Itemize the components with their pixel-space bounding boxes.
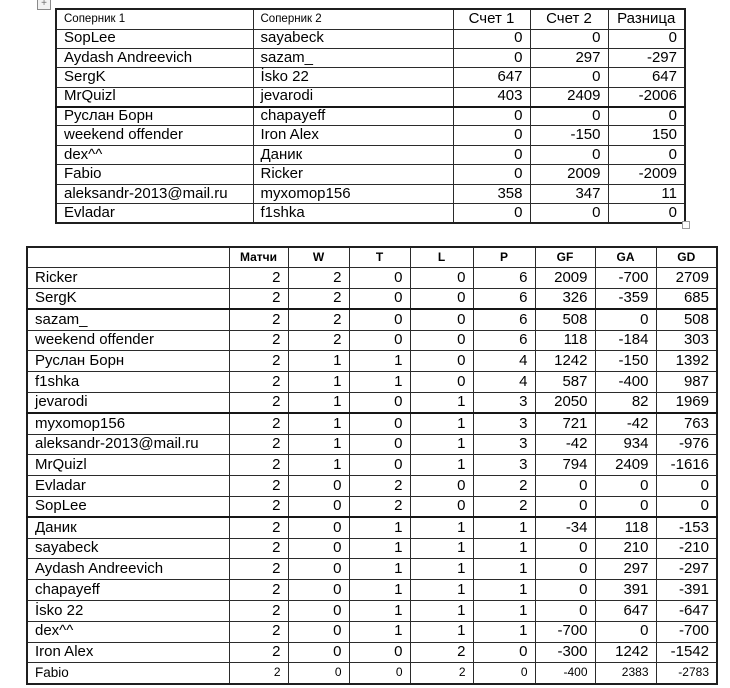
value-cell[interactable]: 1: [288, 413, 349, 434]
value-cell[interactable]: 0: [453, 204, 530, 223]
value-cell[interactable]: 1: [410, 517, 473, 538]
table-row: [27, 455, 717, 476]
value-cell[interactable]: 0: [349, 330, 410, 351]
value-cell[interactable]: -300: [535, 642, 595, 663]
value-cell[interactable]: 0: [349, 413, 410, 434]
value-cell[interactable]: 2: [229, 476, 288, 497]
value-cell[interactable]: 2: [473, 476, 535, 497]
value-cell[interactable]: 0: [410, 289, 473, 310]
value-cell[interactable]: 2: [473, 497, 535, 518]
value-cell[interactable]: 1: [349, 580, 410, 601]
value-cell[interactable]: 0: [349, 393, 410, 414]
player-name-cell[interactable]: Aydash Andreevich: [56, 48, 253, 67]
column-header-points[interactable]: P: [473, 247, 535, 268]
value-cell[interactable]: 2: [229, 455, 288, 476]
column-header-wins[interactable]: W: [288, 247, 349, 268]
player-name-cell[interactable]: dex^^: [56, 145, 253, 164]
player-name-cell[interactable]: SopLee: [56, 29, 253, 48]
value-cell[interactable]: 508: [535, 309, 595, 330]
value-cell[interactable]: -1542: [656, 642, 717, 663]
value-cell[interactable]: 0: [453, 126, 530, 145]
value-cell[interactable]: 3: [473, 393, 535, 414]
value-cell[interactable]: 1: [349, 538, 410, 559]
table-row: [27, 580, 717, 601]
table-row: [27, 289, 717, 310]
value-cell[interactable]: 0: [288, 538, 349, 559]
value-cell[interactable]: 1: [410, 434, 473, 455]
player-name-cell[interactable]: Ricker: [27, 268, 229, 289]
table-row: [56, 68, 685, 87]
value-cell[interactable]: 0: [410, 309, 473, 330]
table-row: [56, 29, 685, 48]
value-cell[interactable]: 2: [229, 517, 288, 538]
player-name-cell[interactable]: chapayeff: [27, 580, 229, 601]
value-cell[interactable]: 0: [595, 497, 656, 518]
value-cell[interactable]: 2: [229, 434, 288, 455]
table-row: [56, 204, 685, 223]
value-cell[interactable]: -2783: [656, 663, 717, 684]
table-row: [27, 351, 717, 372]
value-cell[interactable]: 2: [288, 289, 349, 310]
player-name-cell[interactable]: Aydash Andreevich: [27, 559, 229, 580]
value-cell[interactable]: 2409: [595, 455, 656, 476]
column-header-ties[interactable]: T: [349, 247, 410, 268]
value-cell[interactable]: 0: [608, 29, 685, 48]
value-cell[interactable]: 647: [595, 601, 656, 622]
value-cell[interactable]: 587: [535, 372, 595, 393]
header-row: [27, 247, 717, 268]
column-header-score1[interactable]: Счет 1: [453, 9, 530, 29]
table-row: [56, 145, 685, 164]
player-name-cell[interactable]: myxomop156: [253, 184, 453, 203]
table-row: [56, 184, 685, 203]
value-cell[interactable]: 1: [410, 413, 473, 434]
table-row: [27, 372, 717, 393]
value-cell[interactable]: 0: [453, 107, 530, 126]
table-row: [56, 107, 685, 126]
value-cell[interactable]: 2409: [530, 87, 608, 106]
value-cell[interactable]: 6: [473, 330, 535, 351]
value-cell[interactable]: 2: [229, 621, 288, 642]
value-cell[interactable]: 1242: [595, 642, 656, 663]
value-cell[interactable]: 647: [453, 68, 530, 87]
table-row: [56, 126, 685, 145]
player-name-cell[interactable]: myxomop156: [27, 413, 229, 434]
value-cell[interactable]: 0: [410, 268, 473, 289]
player-name-cell[interactable]: Evladar: [56, 204, 253, 223]
value-cell[interactable]: 0: [410, 330, 473, 351]
value-cell[interactable]: 2: [229, 497, 288, 518]
value-cell[interactable]: 1: [410, 601, 473, 622]
value-cell[interactable]: 150: [608, 126, 685, 145]
table-row: [27, 538, 717, 559]
column-header-difference[interactable]: Разница: [608, 9, 685, 29]
player-name-cell[interactable]: SergK: [56, 68, 253, 87]
value-cell[interactable]: -359: [595, 289, 656, 310]
value-cell[interactable]: -2009: [608, 165, 685, 184]
value-cell[interactable]: 0: [595, 476, 656, 497]
value-cell[interactable]: 210: [595, 538, 656, 559]
value-cell[interactable]: 1: [410, 559, 473, 580]
value-cell[interactable]: 685: [656, 289, 717, 310]
value-cell[interactable]: 1: [288, 455, 349, 476]
value-cell[interactable]: 118: [595, 517, 656, 538]
player-name-cell[interactable]: sazam_: [27, 309, 229, 330]
value-cell[interactable]: 2: [349, 476, 410, 497]
value-cell[interactable]: 0: [530, 29, 608, 48]
value-cell[interactable]: 0: [288, 642, 349, 663]
value-cell[interactable]: 1392: [656, 351, 717, 372]
column-header-score2[interactable]: Счет 2: [530, 9, 608, 29]
table-row: [56, 87, 685, 106]
value-cell[interactable]: 2: [229, 309, 288, 330]
player-name-cell[interactable]: aleksandr-2013@mail.ru: [56, 184, 253, 203]
player-name-cell[interactable]: Iron Alex: [253, 126, 453, 145]
table-move-handle-icon[interactable]: +: [37, 0, 51, 10]
player-name-cell[interactable]: aleksandr-2013@mail.ru: [27, 434, 229, 455]
value-cell[interactable]: 0: [349, 289, 410, 310]
value-cell[interactable]: 1: [349, 559, 410, 580]
value-cell[interactable]: -976: [656, 434, 717, 455]
value-cell[interactable]: 1: [473, 538, 535, 559]
value-cell[interactable]: 2: [229, 351, 288, 372]
player-name-cell[interactable]: MrQuizl: [27, 455, 229, 476]
player-name-cell[interactable]: jevarodi: [27, 393, 229, 414]
value-cell[interactable]: 297: [530, 48, 608, 67]
value-cell[interactable]: 0: [535, 601, 595, 622]
value-cell[interactable]: 794: [535, 455, 595, 476]
value-cell[interactable]: 0: [288, 476, 349, 497]
value-cell[interactable]: 3: [473, 455, 535, 476]
value-cell[interactable]: 0: [453, 29, 530, 48]
value-cell[interactable]: 0: [349, 642, 410, 663]
value-cell[interactable]: -297: [608, 48, 685, 67]
table-row: [27, 663, 717, 684]
table-row: [27, 559, 717, 580]
value-cell[interactable]: 0: [410, 476, 473, 497]
value-cell[interactable]: 1969: [656, 393, 717, 414]
value-cell[interactable]: 0: [288, 580, 349, 601]
value-cell[interactable]: 2: [229, 268, 288, 289]
player-name-cell[interactable]: sazam_: [253, 48, 453, 67]
table-row: [27, 434, 717, 455]
value-cell[interactable]: 2: [229, 663, 288, 684]
player-name-cell[interactable]: MrQuizl: [56, 87, 253, 106]
value-cell[interactable]: 1: [473, 559, 535, 580]
value-cell[interactable]: 0: [288, 559, 349, 580]
value-cell[interactable]: -184: [595, 330, 656, 351]
value-cell[interactable]: 358: [453, 184, 530, 203]
header-row: [56, 9, 685, 29]
value-cell[interactable]: 2: [349, 497, 410, 518]
value-cell[interactable]: 2: [229, 559, 288, 580]
value-cell[interactable]: -210: [656, 538, 717, 559]
player-name-cell[interactable]: f1shka: [27, 372, 229, 393]
table-resize-handle[interactable]: [682, 221, 690, 229]
value-cell[interactable]: 347: [530, 184, 608, 203]
value-cell[interactable]: 1: [410, 621, 473, 642]
player-name-cell[interactable]: Даник: [27, 517, 229, 538]
value-cell[interactable]: 0: [288, 517, 349, 538]
player-name-cell[interactable]: dex^^: [27, 621, 229, 642]
value-cell[interactable]: 2: [229, 538, 288, 559]
value-cell[interactable]: 2050: [535, 393, 595, 414]
player-name-cell[interactable]: sayabeck: [253, 29, 453, 48]
value-cell[interactable]: 2: [229, 289, 288, 310]
value-cell[interactable]: 6: [473, 268, 535, 289]
player-name-cell[interactable]: Evladar: [27, 476, 229, 497]
value-cell[interactable]: 0: [535, 476, 595, 497]
table-row: [27, 621, 717, 642]
table-row: [27, 268, 717, 289]
table-row: [56, 165, 685, 184]
value-cell[interactable]: -700: [595, 268, 656, 289]
value-cell[interactable]: 2: [229, 601, 288, 622]
player-name-cell[interactable]: sayabeck: [27, 538, 229, 559]
value-cell[interactable]: 2: [229, 413, 288, 434]
value-cell[interactable]: 0: [410, 372, 473, 393]
value-cell[interactable]: 2: [288, 268, 349, 289]
value-cell[interactable]: 2: [229, 330, 288, 351]
value-cell[interactable]: 1: [410, 538, 473, 559]
value-cell[interactable]: 1: [473, 601, 535, 622]
value-cell[interactable]: -153: [656, 517, 717, 538]
value-cell[interactable]: 0: [608, 204, 685, 223]
value-cell[interactable]: 0: [349, 455, 410, 476]
value-cell[interactable]: -700: [535, 621, 595, 642]
player-name-cell[interactable]: İsko 22: [27, 601, 229, 622]
value-cell[interactable]: 1: [349, 372, 410, 393]
value-cell[interactable]: 0: [410, 497, 473, 518]
value-cell[interactable]: 763: [656, 413, 717, 434]
value-cell[interactable]: 0: [349, 309, 410, 330]
table-row: [27, 517, 717, 538]
value-cell[interactable]: -400: [595, 372, 656, 393]
column-header-gf[interactable]: GF: [535, 247, 595, 268]
standings-table: [26, 246, 718, 685]
value-cell[interactable]: 2: [229, 642, 288, 663]
match-results-table: [55, 8, 686, 224]
value-cell[interactable]: -391: [656, 580, 717, 601]
table-row: [27, 642, 717, 663]
value-cell[interactable]: 0: [608, 107, 685, 126]
value-cell[interactable]: 0: [535, 538, 595, 559]
value-cell[interactable]: 4: [473, 351, 535, 372]
column-header-ga[interactable]: GA: [595, 247, 656, 268]
value-cell[interactable]: 4: [473, 372, 535, 393]
value-cell[interactable]: 0: [535, 497, 595, 518]
value-cell[interactable]: 2383: [595, 663, 656, 684]
value-cell[interactable]: 2009: [530, 165, 608, 184]
table-row: [27, 309, 717, 330]
value-cell[interactable]: -150: [530, 126, 608, 145]
value-cell[interactable]: 1: [410, 393, 473, 414]
value-cell[interactable]: -400: [535, 663, 595, 684]
value-cell[interactable]: -34: [535, 517, 595, 538]
table-row: [27, 601, 717, 622]
value-cell[interactable]: 2: [410, 642, 473, 663]
value-cell[interactable]: 0: [288, 497, 349, 518]
value-cell[interactable]: 1: [349, 351, 410, 372]
value-cell[interactable]: -700: [656, 621, 717, 642]
value-cell[interactable]: 1: [410, 455, 473, 476]
player-name-cell[interactable]: Iron Alex: [27, 642, 229, 663]
column-header-opponent1[interactable]: Соперник 1: [56, 9, 253, 29]
player-name-cell[interactable]: Fabio: [56, 165, 253, 184]
value-cell[interactable]: 0: [608, 145, 685, 164]
player-name-cell[interactable]: Даник: [253, 145, 453, 164]
value-cell[interactable]: 0: [349, 268, 410, 289]
column-header-matches[interactable]: Матчи: [229, 247, 288, 268]
value-cell[interactable]: 0: [535, 559, 595, 580]
player-name-cell[interactable]: Fabio: [27, 663, 229, 684]
column-header-opponent2[interactable]: Соперник 2: [253, 9, 453, 29]
value-cell[interactable]: 508: [656, 309, 717, 330]
value-cell[interactable]: -297: [656, 559, 717, 580]
player-name-cell[interactable]: f1shka: [253, 204, 453, 223]
value-cell[interactable]: 0: [656, 497, 717, 518]
column-header-player[interactable]: [27, 247, 229, 268]
value-cell[interactable]: 2709: [656, 268, 717, 289]
value-cell[interactable]: 0: [595, 621, 656, 642]
value-cell[interactable]: 0: [453, 145, 530, 164]
column-header-losses[interactable]: L: [410, 247, 473, 268]
value-cell[interactable]: 1: [473, 621, 535, 642]
value-cell[interactable]: 2: [410, 663, 473, 684]
player-name-cell[interactable]: Руслан Борн: [56, 107, 253, 126]
value-cell[interactable]: 6: [473, 289, 535, 310]
player-name-cell[interactable]: Ricker: [253, 165, 453, 184]
value-cell[interactable]: 0: [530, 204, 608, 223]
table-row: [27, 497, 717, 518]
value-cell[interactable]: 1: [288, 434, 349, 455]
value-cell[interactable]: 118: [535, 330, 595, 351]
value-cell[interactable]: 303: [656, 330, 717, 351]
player-name-cell[interactable]: jevarodi: [253, 87, 453, 106]
table-row: [27, 393, 717, 414]
value-cell[interactable]: 2: [229, 372, 288, 393]
player-name-cell[interactable]: Руслан Борн: [27, 351, 229, 372]
value-cell[interactable]: 647: [608, 68, 685, 87]
value-cell[interactable]: 1: [410, 580, 473, 601]
value-cell[interactable]: 1: [473, 580, 535, 601]
value-cell[interactable]: 2: [229, 393, 288, 414]
value-cell[interactable]: 987: [656, 372, 717, 393]
player-name-cell[interactable]: weekend offender: [56, 126, 253, 145]
value-cell[interactable]: 0: [473, 663, 535, 684]
value-cell[interactable]: 0: [473, 642, 535, 663]
value-cell[interactable]: 1: [288, 393, 349, 414]
value-cell[interactable]: 2009: [535, 268, 595, 289]
table-row: [27, 476, 717, 497]
table-row: [27, 413, 717, 434]
value-cell[interactable]: 0: [410, 351, 473, 372]
table-row: [56, 48, 685, 67]
value-cell[interactable]: -150: [595, 351, 656, 372]
value-cell[interactable]: 2: [288, 330, 349, 351]
value-cell[interactable]: 326: [535, 289, 595, 310]
value-cell[interactable]: 0: [288, 621, 349, 642]
value-cell[interactable]: 403: [453, 87, 530, 106]
value-cell[interactable]: 3: [473, 413, 535, 434]
value-cell[interactable]: 2: [288, 309, 349, 330]
value-cell[interactable]: 721: [535, 413, 595, 434]
value-cell[interactable]: 0: [453, 48, 530, 67]
player-name-cell[interactable]: weekend offender: [27, 330, 229, 351]
value-cell[interactable]: 0: [656, 476, 717, 497]
value-cell[interactable]: 11: [608, 184, 685, 203]
value-cell[interactable]: -1616: [656, 455, 717, 476]
value-cell[interactable]: 0: [530, 107, 608, 126]
column-header-gd[interactable]: GD: [656, 247, 717, 268]
value-cell[interactable]: -2006: [608, 87, 685, 106]
value-cell[interactable]: 0: [349, 663, 410, 684]
value-cell[interactable]: 1: [349, 517, 410, 538]
value-cell[interactable]: 1: [288, 372, 349, 393]
value-cell[interactable]: 0: [288, 601, 349, 622]
value-cell[interactable]: 2: [229, 580, 288, 601]
player-name-cell[interactable]: chapayeff: [253, 107, 453, 126]
table-row: [27, 330, 717, 351]
value-cell[interactable]: -42: [595, 413, 656, 434]
value-cell[interactable]: 0: [349, 434, 410, 455]
value-cell[interactable]: 1: [349, 601, 410, 622]
value-cell[interactable]: 82: [595, 393, 656, 414]
value-cell[interactable]: 0: [530, 68, 608, 87]
player-name-cell[interactable]: İsko 22: [253, 68, 453, 87]
value-cell[interactable]: 0: [530, 145, 608, 164]
value-cell[interactable]: 1: [288, 351, 349, 372]
value-cell[interactable]: -647: [656, 601, 717, 622]
value-cell[interactable]: 391: [595, 580, 656, 601]
value-cell[interactable]: 6: [473, 309, 535, 330]
value-cell[interactable]: 934: [595, 434, 656, 455]
value-cell[interactable]: 3: [473, 434, 535, 455]
value-cell[interactable]: 1: [473, 517, 535, 538]
value-cell[interactable]: 0: [535, 580, 595, 601]
value-cell[interactable]: 1242: [535, 351, 595, 372]
value-cell[interactable]: 297: [595, 559, 656, 580]
value-cell[interactable]: 0: [453, 165, 530, 184]
value-cell[interactable]: -42: [535, 434, 595, 455]
value-cell[interactable]: 0: [595, 309, 656, 330]
value-cell[interactable]: 0: [288, 663, 349, 684]
value-cell[interactable]: 1: [349, 621, 410, 642]
player-name-cell[interactable]: SopLee: [27, 497, 229, 518]
player-name-cell[interactable]: SergK: [27, 289, 229, 310]
